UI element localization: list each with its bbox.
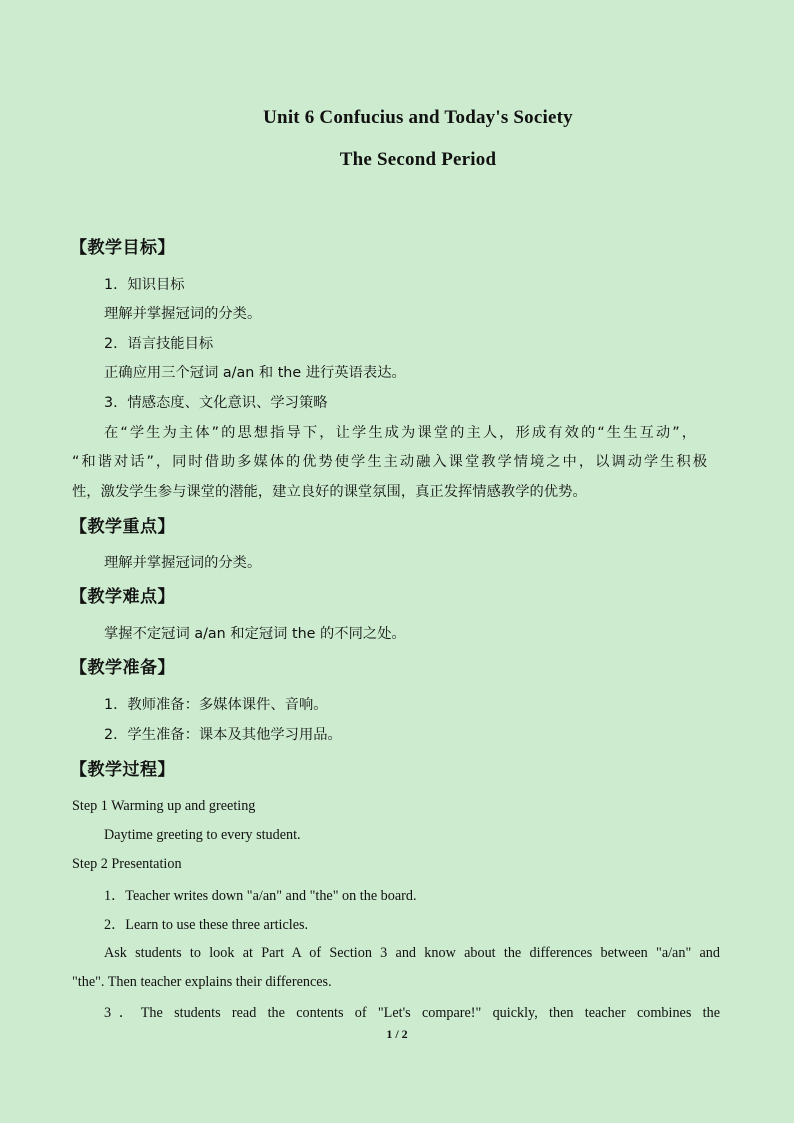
objective-1-text: 理解并掌握冠词的分类。 [104, 306, 262, 322]
key-points-heading: 【教学重点】 [70, 517, 175, 537]
objective-1-title: 1．知识目标 [104, 277, 185, 293]
preparation-item-1: 1．教师准备：多媒体课件、音响。 [104, 697, 328, 713]
step-2-title: Step 2 Presentation [72, 856, 182, 872]
objectives-heading: 【教学目标】 [70, 238, 175, 258]
document-subtitle: The Second Period [339, 149, 497, 170]
step-2-text-line-2: "the". Then teacher explains their differences. [72, 974, 332, 990]
process-heading: 【教学过程】 [70, 760, 175, 780]
page-number: 1 / 2 [386, 1027, 408, 1041]
objective-3-title: 3．情感态度、文化意识、学习策略 [104, 395, 328, 411]
preparation-heading: 【教学准备】 [70, 658, 175, 678]
step-1-text: Daytime greeting to every student. [104, 827, 301, 843]
step-1-title: Step 1 Warming up and greeting [72, 798, 256, 814]
difficulties-text: 掌握不定冠词 a/an 和定冠词 the 的不同之处。 [104, 626, 406, 642]
difficulties-heading: 【教学难点】 [70, 587, 175, 607]
objective-3-text-line-2: “和谐对话”，同时借助多媒体的优势使学生主动融入课堂教学情境之中，以调动学生积极 [72, 454, 707, 470]
step-2-item-2: 2．Learn to use these three articles. [104, 917, 309, 933]
objective-3-text-line-1: 在“学生为主体”的思想指导下，让学生成为课堂的主人，形成有效的“生生互动”， [104, 425, 696, 441]
objective-3-text-line-3: 性，激发学生参与课堂的潜能，建立良好的课堂氛围，真正发挥情感教学的优势。 [72, 484, 587, 500]
key-points-text: 理解并掌握冠词的分类。 [104, 555, 262, 571]
step-2-item-3: 3．The students read the contents of "Let's compare!" quickly, then teacher combines the [104, 1005, 720, 1021]
objective-2-title: 2．语言技能目标 [104, 336, 214, 352]
document-title: Unit 6 Confucius and Today's Society [263, 107, 573, 128]
step-2-text-line-1: Ask students to look at Part A of Section 3 and know about the differences between "a/an" and [104, 945, 720, 961]
preparation-item-2: 2．学生准备：课本及其他学习用品。 [104, 727, 342, 743]
step-2-item-1: 1．Teacher writes down "a/an" and "the" on the board. [104, 888, 417, 904]
objective-2-text: 正确应用三个冠词 a/an 和 the 进行英语表达。 [104, 365, 406, 381]
